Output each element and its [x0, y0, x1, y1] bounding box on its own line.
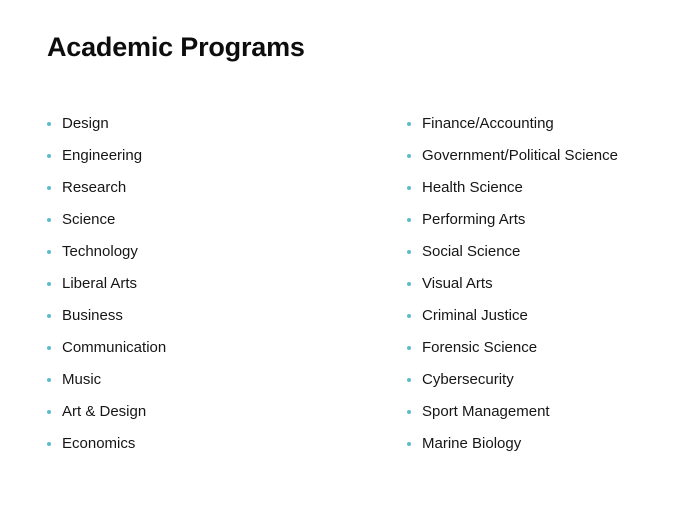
list-item — [407, 364, 677, 396]
list-item — [407, 140, 677, 172]
bullet-icon — [407, 186, 411, 190]
list-item — [407, 204, 677, 236]
program-label: Science — [62, 211, 116, 228]
program-label: Music — [62, 371, 102, 388]
bullet-icon — [47, 378, 51, 382]
list-item — [407, 108, 677, 140]
list-item — [47, 268, 367, 300]
program-label: Business — [62, 307, 123, 324]
bullet-icon — [407, 410, 411, 414]
bullet-icon — [47, 154, 51, 158]
program-label: Engineering — [62, 147, 143, 164]
page-title: Academic Programs — [47, 32, 305, 62]
list-item — [47, 140, 367, 172]
bullet-icon — [407, 154, 411, 158]
program-label: Economics — [62, 435, 136, 452]
program-label: Forensic Science — [422, 339, 538, 356]
list-item — [407, 300, 677, 332]
list-item — [47, 364, 367, 396]
program-label: Performing Arts — [422, 211, 526, 228]
program-label: Research — [62, 179, 127, 196]
list-item — [47, 108, 367, 140]
bullet-icon — [407, 218, 411, 222]
program-label: Communication — [62, 339, 167, 356]
program-label: Technology — [62, 243, 138, 260]
program-list-left — [47, 108, 367, 460]
program-label: Criminal Justice — [422, 307, 528, 324]
bullet-icon — [407, 250, 411, 254]
bullet-icon — [47, 410, 51, 414]
bullet-icon — [47, 442, 51, 446]
bullet-icon — [407, 346, 411, 350]
list-item — [47, 236, 367, 268]
program-label: Design — [62, 115, 109, 132]
list-item — [407, 236, 677, 268]
list-item — [47, 396, 367, 428]
program-label: Liberal Arts — [62, 275, 138, 292]
bullet-icon — [407, 442, 411, 446]
bullet-icon — [47, 122, 51, 126]
list-item — [47, 172, 367, 204]
list-item — [407, 332, 677, 364]
list-item — [407, 396, 677, 428]
bullet-icon — [407, 282, 411, 286]
program-label: Sport Management — [422, 403, 550, 420]
program-label: Finance/Accounting — [422, 115, 554, 132]
bullet-icon — [47, 282, 51, 286]
bullet-icon — [407, 122, 411, 126]
program-list-right — [407, 108, 677, 460]
list-item — [407, 428, 677, 460]
list-item — [47, 428, 367, 460]
list-item — [407, 172, 677, 204]
bullet-icon — [47, 250, 51, 254]
bullet-icon — [47, 314, 51, 318]
bullet-icon — [47, 346, 51, 350]
bullet-icon — [47, 186, 51, 190]
program-label: Cybersecurity — [422, 371, 514, 388]
bullet-icon — [47, 218, 51, 222]
program-label: Art & Design — [62, 403, 147, 420]
list-item — [47, 204, 367, 236]
bullet-icon — [407, 314, 411, 318]
program-label: Social Science — [422, 243, 521, 260]
program-label: Health Science — [422, 179, 523, 196]
bullet-icon — [407, 378, 411, 382]
program-label: Marine Biology — [422, 435, 522, 452]
list-item — [47, 300, 367, 332]
program-label: Visual Arts — [422, 275, 493, 292]
list-item — [407, 268, 677, 300]
list-item — [47, 332, 367, 364]
program-label: Government/Political Science — [422, 147, 618, 164]
